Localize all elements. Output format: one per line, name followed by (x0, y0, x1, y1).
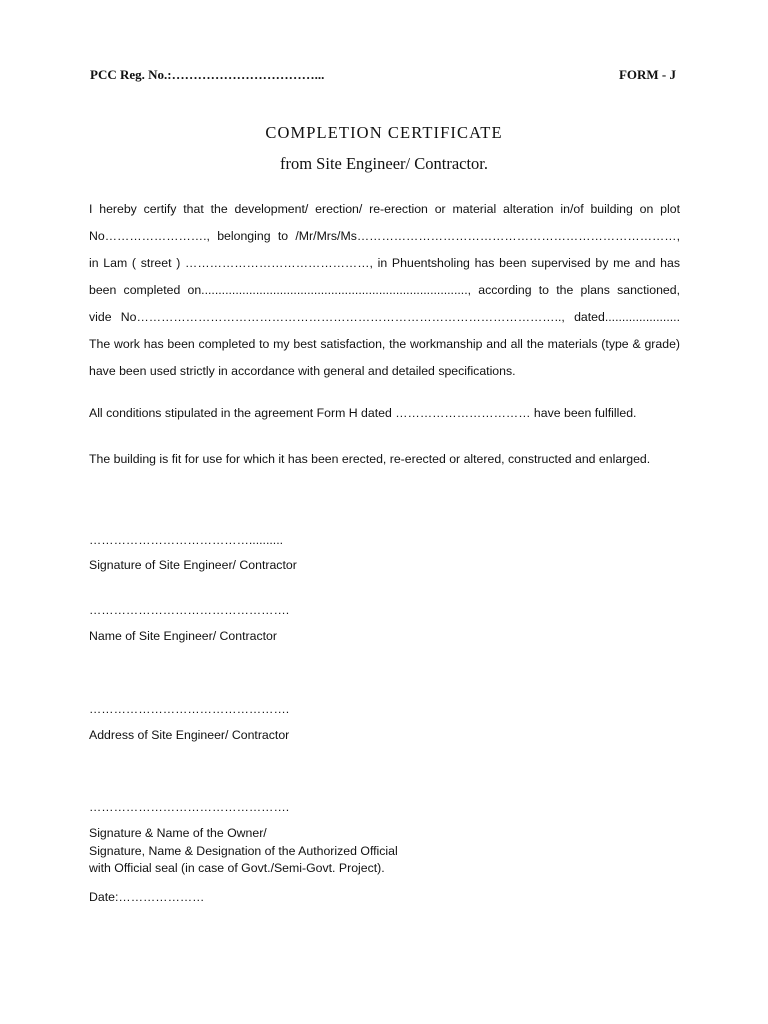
page-subtitle: from Site Engineer/ Contractor. (279, 154, 489, 173)
certify-line: in Lam ( street ) ………………………………………, in Phuentsholing has been supervised by me and has (89, 256, 680, 270)
engineer-name-label: Name of Site Engineer/ Contractor (89, 629, 277, 643)
engineer-address-label: Address of Site Engineer/ Contractor (89, 728, 290, 742)
certification-paragraph (89, 196, 680, 385)
certify-line: I hereby certify that the development/ erection/ re-erection or material alteration in/of building on plot (89, 202, 680, 216)
engineer-signature-line: ………………………………….......... (89, 533, 284, 547)
certify-line: No……………………., belonging to /Mr/Mrs/Ms……………………………………………………………………, (89, 229, 680, 243)
owner-label-line: with Official seal (in case of Govt./Semi-Govt. Project). (89, 861, 385, 875)
engineer-signature-label: Signature of Site Engineer/ Contractor (89, 558, 297, 572)
conditions-statement: All conditions stipulated in the agreement Form H dated …………………………… have been fulfilled. (89, 406, 637, 420)
engineer-name-line: …………………………………………. (89, 603, 290, 617)
engineer-address-line: …………………………………………. (89, 702, 290, 716)
certify-line: vide No………………………………………………………………………………………….., dated...................... (89, 310, 680, 324)
date-field: Date:………………… (89, 890, 205, 904)
certify-line: been completed on.............................................................................., according to the plans sanctioned, (89, 283, 680, 297)
owner-signature-label (89, 825, 398, 878)
fit-for-use-statement: The building is fit for use for which it has been erected, re-erected or altered, constructed and enlarged. (89, 452, 651, 466)
pcc-reg-number: PCC Reg. No.:……………………………... (90, 67, 325, 82)
certify-line: The work has been completed to my best satisfaction, the workmanship and all the materials (type & grade) (89, 337, 680, 351)
owner-signature-line: …………………………………………. (89, 800, 290, 814)
certify-line: have been used strictly in accordance with general and detailed specifications. (89, 364, 516, 378)
owner-label-line: Signature & Name of the Owner/ (89, 826, 267, 840)
page-title: COMPLETION CERTIFICATE (265, 123, 503, 142)
form-identifier: FORM - J (618, 67, 676, 82)
owner-label-line: Signature, Name & Designation of the Authorized Official (89, 843, 398, 858)
